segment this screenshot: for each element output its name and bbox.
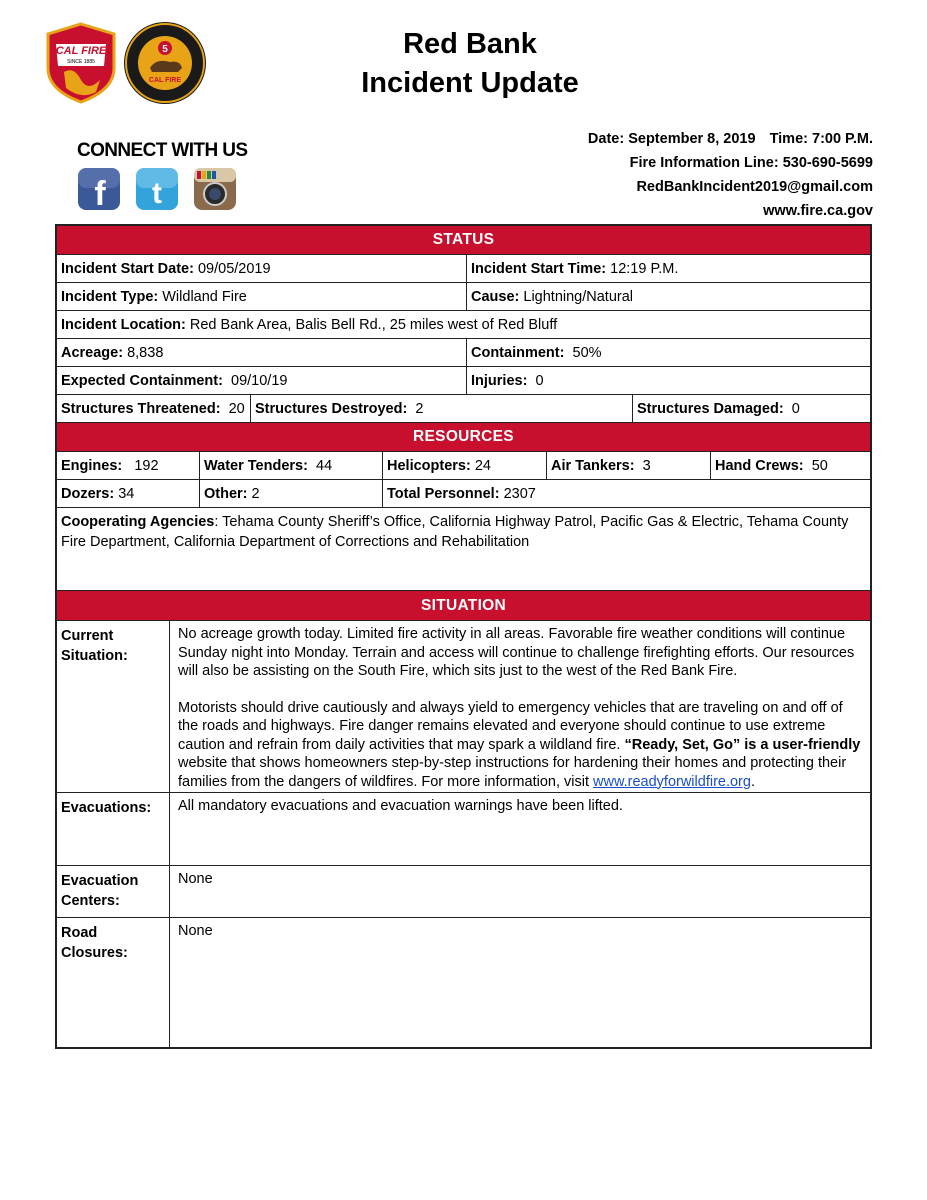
containment-cell [467,339,870,366]
expected-containment-label: Expected Containment: [61,372,223,389]
status-row-type [57,283,870,311]
status-row-expected [57,367,870,395]
cal-fire-logo [44,22,118,104]
resources-header-row [57,423,870,452]
situation-header-row [57,591,870,621]
status-header: STATUS [57,226,870,254]
svg-text:CAL FIRE: CAL FIRE [55,45,107,57]
svg-text:SINCE 1885: SINCE 1885 [67,59,95,65]
hand-crews-value: 50 [811,457,828,474]
evacuations-label: Evacuations: [57,793,170,865]
incident-type-label: Incident Type: [61,288,159,305]
cooperating-agencies-value: : Tehama County Sheriff’s Office, California Highway Patrol, Pacific Gas & Electric, Tehama County Fire Department, California Department of Corrections and Rehabilitation [61,514,849,550]
svg-text:CAL FIRE: CAL FIRE [148,77,182,84]
situation-header: SITUATION [57,591,870,620]
instagram-icon[interactable] [193,167,237,211]
incident-type-cell [57,283,467,310]
acreage-cell [57,339,467,366]
status-row-location [57,311,870,339]
road-closures-text: None [178,923,213,939]
structures-destroyed-label: Structures Destroyed: [255,400,408,417]
status-row-structures [57,395,870,423]
air-tankers-value: 3 [642,457,651,474]
readyforwildfire-link[interactable]: www.readyforwildfire.org [593,773,751,790]
total-personnel-label: Total Personnel: [387,485,500,502]
air-tankers-label: Air Tankers: [551,457,635,474]
engines-cell [57,452,200,479]
connect-with-us-label: CONNECT WITH US [77,140,248,161]
evacuations-text: All mandatory evacuations and evacuation warnings have been lifted. [178,798,623,814]
injuries-value: 0 [535,372,544,389]
status-row-start [57,255,870,283]
other-label: Other: [204,485,248,502]
website-link[interactable]: www.fire.ca.gov [763,203,873,219]
total-personnel-value: 2307 [503,485,536,502]
dozers-label: Dozers: [61,485,115,502]
structures-threatened-value: 20 [228,400,245,417]
start-time-value: 12:19 P.M. [610,260,679,277]
svg-text:5: 5 [162,44,168,55]
evacuation-centers-label: Evacuation Centers: [57,866,170,917]
twitter-icon[interactable] [135,167,179,211]
hand-crews-label: Hand Crews: [715,457,804,474]
svg-text:f: f [94,175,106,211]
expected-containment-value: 09/10/19 [231,372,288,389]
water-tenders-cell [200,452,383,479]
current-situation-text [170,621,870,792]
containment-label: Containment: [471,344,565,361]
paragraph-2-part-b: website that shows homeowners step-by-step instructions for hardening their homes and protecting their families from the dangers of wildfires. For more information, visit [178,755,847,790]
helicopters-cell [383,452,547,479]
date-time-line [588,131,873,147]
current-situation-paragraph-2 [178,699,862,792]
dozers-value: 34 [118,485,135,502]
situation-row-centers [57,866,870,918]
contact-email[interactable]: RedBankIncident2019@gmail.com [636,179,873,195]
structures-damaged-value: 0 [791,400,800,417]
air-tankers-cell [547,452,711,479]
paragraph-2-end: . [750,773,755,790]
total-personnel-cell [383,480,870,507]
structures-damaged-label: Structures Damaged: [637,400,784,417]
structures-destroyed-value: 2 [415,400,424,417]
status-header-row [57,226,870,255]
situation-row-current [57,621,870,793]
structures-threatened-label: Structures Threatened: [61,400,221,417]
paragraph-2-part-a: Motorists should drive cautiously and always yield to emergency vehicles that are traveling on and off of the roads and highways. Fire danger remains elevated and everyone should continue to use extreme caution and refrain from daily activities that may spark a wildland fire. [178,699,843,753]
expected-containment-cell [57,367,467,394]
cause-value: Lightning/Natural [523,288,634,305]
resources-row-2 [57,480,870,508]
resources-row-1 [57,452,870,480]
injuries-cell [467,367,870,394]
incident-type-value: Wildland Fire [162,288,247,305]
start-time-label: Incident Start Time: [471,260,607,277]
engines-label: Engines: [61,457,123,474]
helicopters-label: Helicopters: [387,457,471,474]
cause-label: Cause: [471,288,520,305]
structures-destroyed-cell [251,395,633,422]
hand-crews-cell [711,452,870,479]
acreage-label: Acreage: [61,344,124,361]
document-title-line2: Incident Update [361,67,579,99]
structures-damaged-cell [633,395,870,422]
document-title-line1: Red Bank [403,28,537,60]
location-label: Incident Location: [61,316,186,333]
injuries-label: Injuries: [471,372,528,389]
date-label: Date: September 8, 2019 [587,131,756,147]
other-value: 2 [251,485,260,502]
current-situation-paragraph-1: No acreage growth today. Limited fire activity in all areas. Favorable fire weather conditions will continue Sunday night into Monday. Terrain and access will continue to challenge firefighting efforts. Our resources will also be assisting on the South Fire, which sits just to the west of the Red Bank Fire. [178,626,855,679]
water-tenders-label: Water Tenders: [204,457,308,474]
facebook-icon[interactable] [77,167,121,211]
status-row-acreage [57,339,870,367]
acreage-value: 8,838 [127,344,164,361]
current-situation-label: Current Situation: [57,621,170,792]
engines-value: 192 [134,457,159,474]
cause-cell [467,283,870,310]
containment-value: 50% [572,344,602,361]
incident-management-team-logo [122,20,208,106]
situation-row-evacuations [57,793,870,866]
ready-set-go-text: “Ready, Set, Go” is a user-friendly [624,736,861,753]
start-date-label: Incident Start Date: [61,260,194,277]
dozers-cell [57,480,200,507]
road-closures-label: Road Closures: [57,918,170,1047]
start-date-value: 09/05/2019 [197,260,271,277]
resources-header: RESOURCES [57,423,870,451]
start-time-cell [467,255,870,282]
cooperating-agencies-cell [57,508,870,590]
fire-info-line: Fire Information Line: 530-690-5699 [629,155,873,171]
location-value: Red Bank Area, Balis Bell Rd., 25 miles west of Red Bluff [189,316,558,333]
cooperating-agencies-label: Cooperating Agencies [61,514,215,530]
location-cell [57,311,870,338]
structures-threatened-cell [57,395,251,422]
incident-form [55,224,872,1049]
evacuation-centers-text: None [178,871,213,887]
time-label: Time: 7:00 P.M. [769,131,873,147]
resources-row-agencies [57,508,870,591]
helicopters-value: 24 [474,457,491,474]
water-tenders-value: 44 [316,457,333,474]
situation-row-closures [57,918,870,1047]
other-cell [200,480,383,507]
svg-text:t: t [152,177,162,210]
start-date-cell [57,255,467,282]
